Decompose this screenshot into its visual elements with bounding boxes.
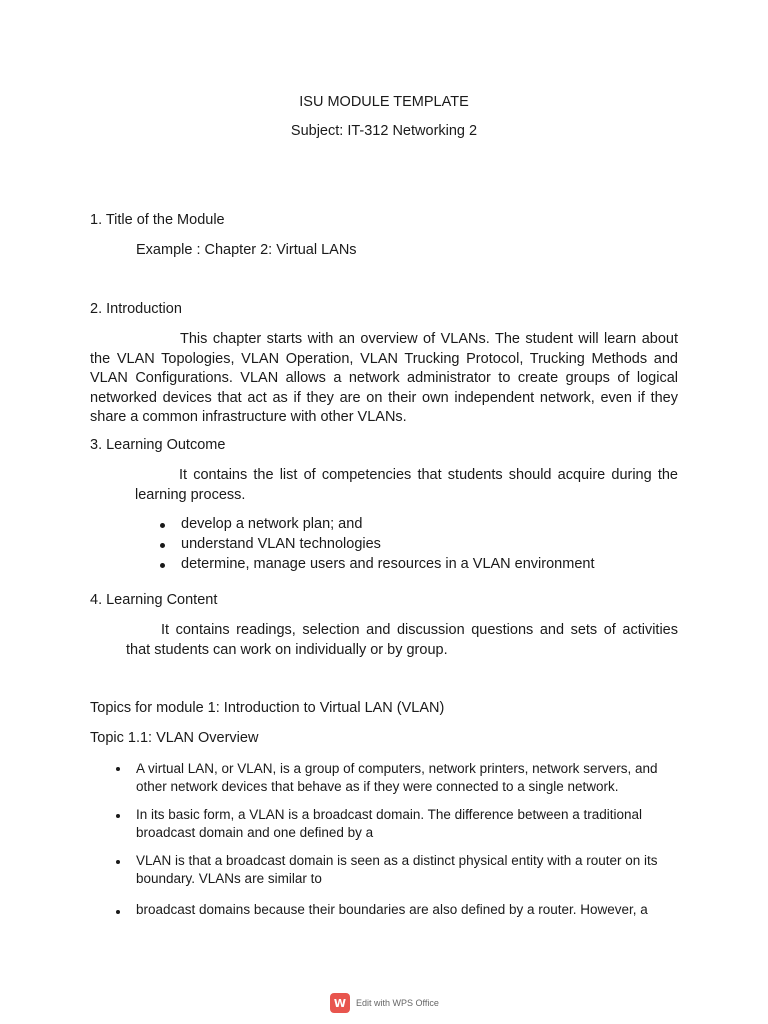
bullet-icon: [116, 767, 120, 771]
section-3-heading: 3. Learning Outcome: [90, 437, 226, 453]
wps-office-logo-icon: W: [330, 993, 350, 1013]
bullet-icon: [116, 814, 120, 818]
list-item-text: VLAN is that a broadcast domain is seen as a distinct physical entity with a router on its boundary. VLANs are similar to: [136, 853, 658, 886]
bullet-icon: [116, 860, 120, 864]
introduction-paragraph: This chapter starts with an overview of VLANs. The student will learn about the VLAN Topologies, VLAN Operation, VLAN Trucking Protocol, Trucking Methods and VLAN Configurations. VLAN allows a network administrator to create groups of logical networked devices that act as if they are on their own independent network, even if they share a common infrastructure with other VLANs.: [90, 331, 678, 425]
list-item-text: In its basic form, a VLAN is a broadcast domain. The difference between a traditional broadcast domain and one defined by a: [136, 807, 643, 840]
section-4-heading: 4. Learning Content: [90, 592, 218, 608]
bullet-icon: [160, 563, 165, 568]
list-item-text: A virtual LAN, or VLAN, is a group of computers, network printers, network servers, and other network devices that behave as if they were connected to a single network.: [136, 761, 658, 794]
list-item-text: understand VLAN technologies: [181, 536, 381, 552]
module-title-example: Example : Chapter 2: Virtual LANs: [136, 242, 357, 258]
learning-content-paragraph: It contains readings, selection and discussion questions and sets of activities that students can work on individually or by group.: [126, 622, 678, 658]
topic-1-1-heading: Topic 1.1: VLAN Overview: [90, 730, 259, 746]
learning-outcome-paragraph: It contains the list of competencies that students should acquire during the learning process.: [135, 467, 678, 503]
wps-office-badge-text: Edit with WPS Office: [356, 998, 439, 1008]
list-item-text: determine, manage users and resources in a VLAN environment: [181, 556, 595, 572]
module-title: ISU MODULE TEMPLATE: [299, 94, 469, 110]
module-subject: Subject: IT-312 Networking 2: [290, 123, 478, 139]
list-item-text: broadcast domains because their boundaries are also defined by a router. However, a: [136, 902, 648, 917]
list-item-text: develop a network plan; and: [181, 516, 363, 532]
topics-heading: Topics for module 1: Introduction to Virtual LAN (VLAN): [90, 700, 445, 716]
bullet-icon: [160, 543, 165, 548]
bullet-icon: [116, 910, 120, 914]
section-2-heading: 2. Introduction: [90, 301, 182, 317]
bullet-icon: [160, 523, 165, 528]
section-1-heading: 1. Title of the Module: [90, 212, 225, 228]
wps-office-badge[interactable]: [330, 993, 439, 1013]
